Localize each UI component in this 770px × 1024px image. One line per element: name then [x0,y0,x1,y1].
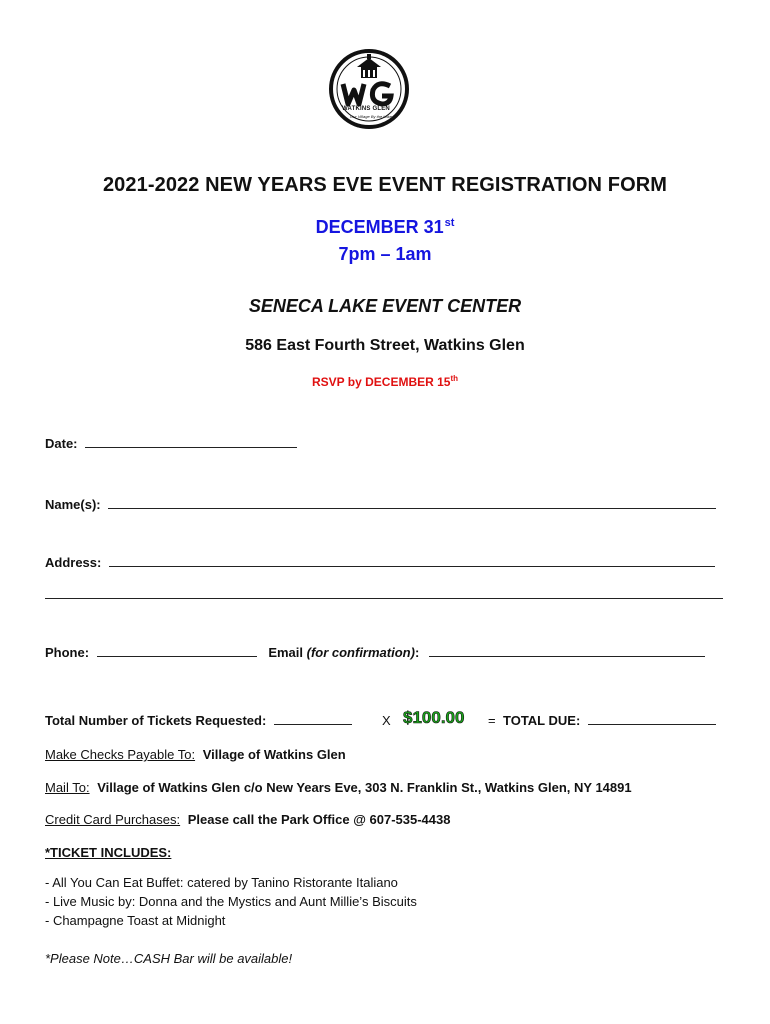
rsvp-text: RSVP by DECEMBER 15 [311,375,451,389]
address-label: Address: [45,555,102,570]
date-label: Date: [45,436,78,451]
tickets-field[interactable] [274,713,352,725]
card-value: Please call the Park Office @ 607-535-4438 [187,812,451,827]
equals-sign: = [488,713,496,728]
form-title: 2021-2022 NEW YEARS EVE EVENT REGISTRATION FORM [102,174,668,196]
venue-address: 586 East Fourth Street, Watkins Glen [245,337,525,354]
names-field[interactable] [108,497,716,509]
total-label: TOTAL DUE: [503,713,581,728]
logo-text: WATKINS GLEN [342,106,390,112]
venue-name: SENECA LAKE EVENT CENTER [248,296,522,316]
ticket-price: $100.00 [403,708,465,727]
cash-bar-note: *Please Note…CASH Bar will be available! [45,951,293,966]
email-field[interactable] [429,645,705,657]
tickets-row [45,713,352,728]
card-row [45,812,450,827]
multiply-sign: X [382,713,391,728]
phone-field[interactable] [97,645,257,657]
village-logo [328,48,410,134]
address-row [45,555,715,570]
logo-tagline: Our Village By the Lake [350,114,392,119]
tickets-label: Total Number of Tickets Requested: [45,713,267,728]
email-label: Email [268,645,307,660]
date-row [45,436,297,451]
phone-label: Phone: [45,645,90,660]
includes-item: - All You Can Eat Buffet: catered by Tanino Ristorante Italiano [45,875,398,890]
mail-row [45,780,632,795]
mail-label: Mail To: [45,780,90,795]
includes-heading: *TICKET INCLUDES: [45,845,172,860]
card-label: Credit Card Purchases: [45,812,181,827]
rsvp-deadline [0,374,770,389]
checks-label: Make Checks Payable To: [45,747,196,762]
includes-item: - Live Music by: Donna and the Mystics and Aunt Millie’s Biscuits [45,894,417,909]
includes-item: - Champagne Toast at Midnight [45,913,226,928]
total-field[interactable] [588,713,716,725]
names-row [45,497,716,512]
address-field-line-2[interactable] [45,598,723,599]
contact-row [45,645,705,660]
date-field[interactable] [85,436,297,448]
total-row [503,713,716,728]
event-date-text: DECEMBER 31 [315,217,444,237]
mail-value: Village of Watkins Glen c/o New Years Eve, 303 N. Franklin St., Watkins Glen, NY 14891 [97,780,632,795]
email-note: (for confirmation) [306,645,415,660]
email-colon: : [414,645,420,660]
address-field[interactable] [109,555,715,567]
checks-row [45,747,346,762]
event-date-suffix: st [444,217,455,229]
rsvp-suffix: th [450,374,459,383]
event-date [0,217,770,238]
checks-value: Village of Watkins Glen [202,747,346,762]
event-time: 7pm – 1am [338,244,432,264]
names-label: Name(s): [45,497,101,512]
